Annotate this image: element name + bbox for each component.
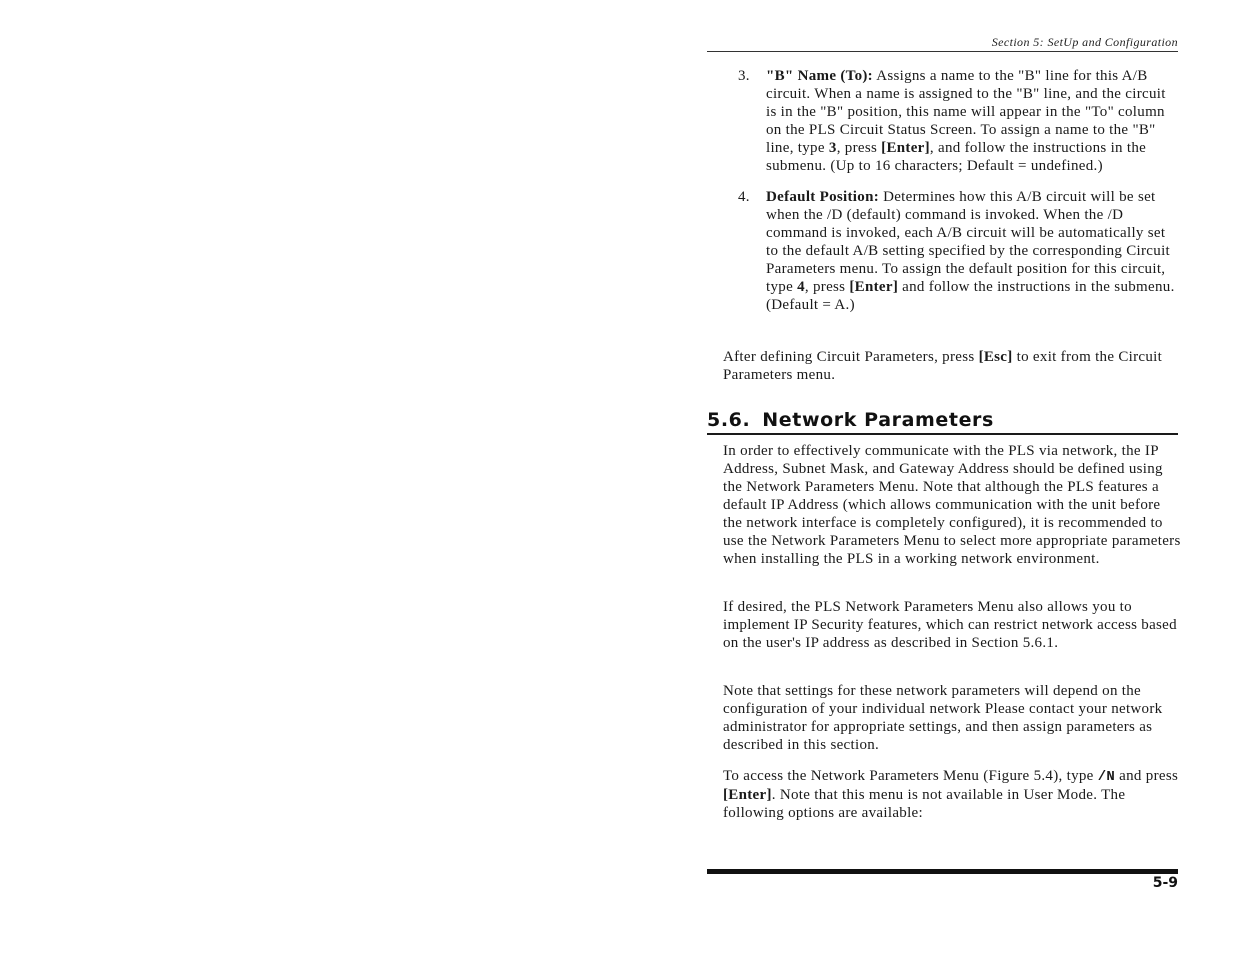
key-label: 4 — [797, 279, 805, 295]
paragraph: In order to effectively communicate with the PLS via network, the IP Address, Subnet Mask, and Gateway Address should be defined using the Network Parameters Menu. Note that although the PLS features a default IP Address (which allows communication with the unit before the network interface is completely configured), it is recommended to use the Network Parameters Menu to select more appropriate parameters when installing the PLS in a working network environment. — [723, 443, 1181, 567]
paragraph-text: After defining Circuit Parameters, press — [723, 349, 979, 365]
list-item-text: Determines how this A/B circuit will be set when the /D (default) command is invoked. When the /D command is invoked, each A/B circuit will be automatically set to the default A/B setting specified by the corresponding Circuit Parameters menu. To assign the default position for this circuit, type — [766, 189, 1170, 295]
list-item — [738, 67, 1180, 175]
list-item — [738, 188, 1180, 314]
paragraph-text: to exit from the Circuit Parameters menu. — [723, 349, 1163, 383]
paragraph-text: To access the Network Parameters Menu (Figure 5.4), type — [723, 768, 1098, 784]
list-item-text: , and follow the instructions in the submenu. (Up to 16 characters; Default = undefined.) — [766, 140, 1147, 174]
section-title: Network Parameters — [762, 409, 994, 431]
after-list-paragraph — [723, 348, 1181, 384]
key-label: 3 — [828, 140, 837, 156]
paragraph-text: and press — [1115, 768, 1179, 784]
paragraph: Note that settings for these network parameters will depend on the configuration of your individual network Please contact your network administrator for appropriate settings, and then assign parameters as described in this section. — [723, 683, 1163, 753]
options-list — [738, 67, 1180, 327]
command-label: /N — [1097, 769, 1116, 785]
key-label: [Enter] — [849, 279, 899, 295]
key-label: [Enter] — [723, 787, 772, 803]
paragraph: If desired, the PLS Network Parameters Menu also allows you to implement IP Security features, which can restrict network access based on the user's IP address as described in Section 5.6.1. — [723, 599, 1177, 651]
section-heading — [707, 407, 1178, 435]
key-label: [Esc] — [978, 349, 1013, 365]
paragraph — [723, 767, 1181, 822]
paragraph-text: . Note that this menu is not available in User Mode. The following options are available: — [723, 787, 1126, 821]
key-label: [Enter] — [881, 140, 930, 156]
page-number: 5-9 — [1152, 875, 1178, 891]
list-item-text: , press — [836, 140, 882, 156]
footer-rule — [707, 869, 1178, 874]
section-number: 5.6. — [707, 409, 751, 431]
list-item-text: Assigns a name to the "B" line for this A/B circuit. When a name is assigned to the "B" line, and the circuit is in the "B" position, this name will appear in the "To" column on the PLS Circuit Status Screen. To assign a name to the "B" line, type — [766, 68, 1166, 156]
header-rule — [707, 51, 1178, 52]
running-header: Section 5: SetUp and Configuration — [991, 35, 1178, 49]
list-item-term: "B" Name (To): — [766, 68, 873, 84]
list-item-term: Default Position: — [766, 189, 880, 205]
list-item-text: and follow the instructions in the submenu. (Default = A.) — [766, 279, 1175, 313]
list-item-text: , press — [804, 279, 850, 295]
list-item-number: 3. — [738, 68, 750, 84]
manual-page — [707, 0, 1181, 954]
list-item-number: 4. — [738, 189, 750, 205]
